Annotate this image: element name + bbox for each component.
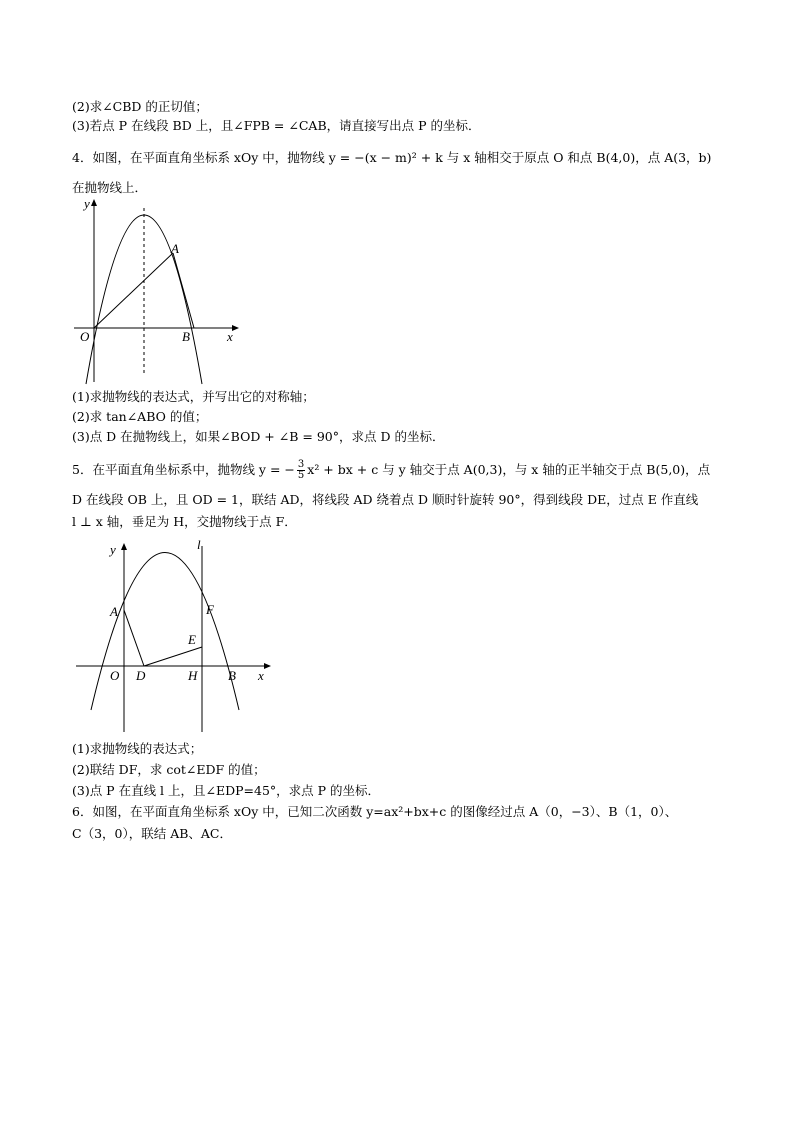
label-A: A [171,241,179,256]
label-F: F [206,602,214,617]
label-B: B [228,668,236,683]
q4-part2: (2)求 tan∠ABO 的值； [72,409,208,424]
label-A: A [110,604,118,619]
q5-stem-a: 5．在平面直角坐标系中，抛物线 y = − [72,462,295,477]
label-O: O [80,329,90,344]
fraction-numerator: 3 [297,459,305,470]
segment-OA [94,253,173,328]
q4-stem-cont: 在抛物线上． [72,180,148,195]
label-l: l [197,537,201,552]
label-x: x [258,668,264,683]
fraction-denominator: 5 [297,470,305,481]
label-D: D [136,668,146,683]
label-B: B [182,329,190,344]
label-E: E [188,632,196,647]
q4-stem: 4．如图，在平面直角坐标系 xOy 中，抛物线 y = −(x − m)² + k 与 x 轴相交于原点 O 和点 B(4,0)，点 A(3，b) [72,150,712,165]
q6-stem: 6．如图，在平面直角坐标系 xOy 中，已知二次函数 y=ax²+bx+c 的图像经过点 A（0，−3）、B（1，0）、 [72,804,678,819]
q4-part3: (3)点 D 在抛物线上，如果∠BOD + ∠B = 90°，求点 D 的坐标． [72,429,445,444]
label-x: x [227,329,233,344]
label-y: y [84,196,90,211]
q5-part3: (3)点 P 在直线 l 上，且∠EDP=45°，求点 P 的坐标． [72,783,381,798]
fraction [297,460,305,481]
q5-stem-cont2: l ⊥ x 轴，垂足为 H，交抛物线于点 F． [72,514,297,529]
figure-q5 [72,536,282,736]
label-O: O [110,668,120,683]
q5-stem-cont1: D 在线段 OB 上，且 OD = 1，联结 AD，将线段 AD 绕着点 D 顺时针旋转 90°，得到线段 DE，过点 E 作直线 [72,492,699,507]
q5-stem [72,460,710,481]
label-H: H [188,668,198,683]
segment-AB [173,253,194,328]
q4-part1: (1)求抛物线的表达式，并写出它的对称轴； [72,389,315,404]
label-y: y [110,542,116,557]
figure-q4 [72,196,252,386]
q3-part2: (2)求∠CBD 的正切值； [72,99,208,114]
segment-DE [144,647,202,666]
q5-part1: (1)求抛物线的表达式； [72,741,203,756]
q6-stem-cont: C（3，0），联结 AB、AC． [72,826,232,841]
q5-stem-b: x² + bx + c 与 y 轴交于点 A(0,3)，与 x 轴的正半轴交于点 B(5,0)，点 [307,462,711,477]
q5-part2: (2)联结 DF，求 cot∠EDF 的值； [72,762,266,777]
q3-part3: (3)若点 P 在线段 BD 上，且∠FPB = ∠CAB，请直接写出点 P 的坐标． [72,118,481,133]
parabola [91,553,239,711]
segment-AD [124,610,144,666]
